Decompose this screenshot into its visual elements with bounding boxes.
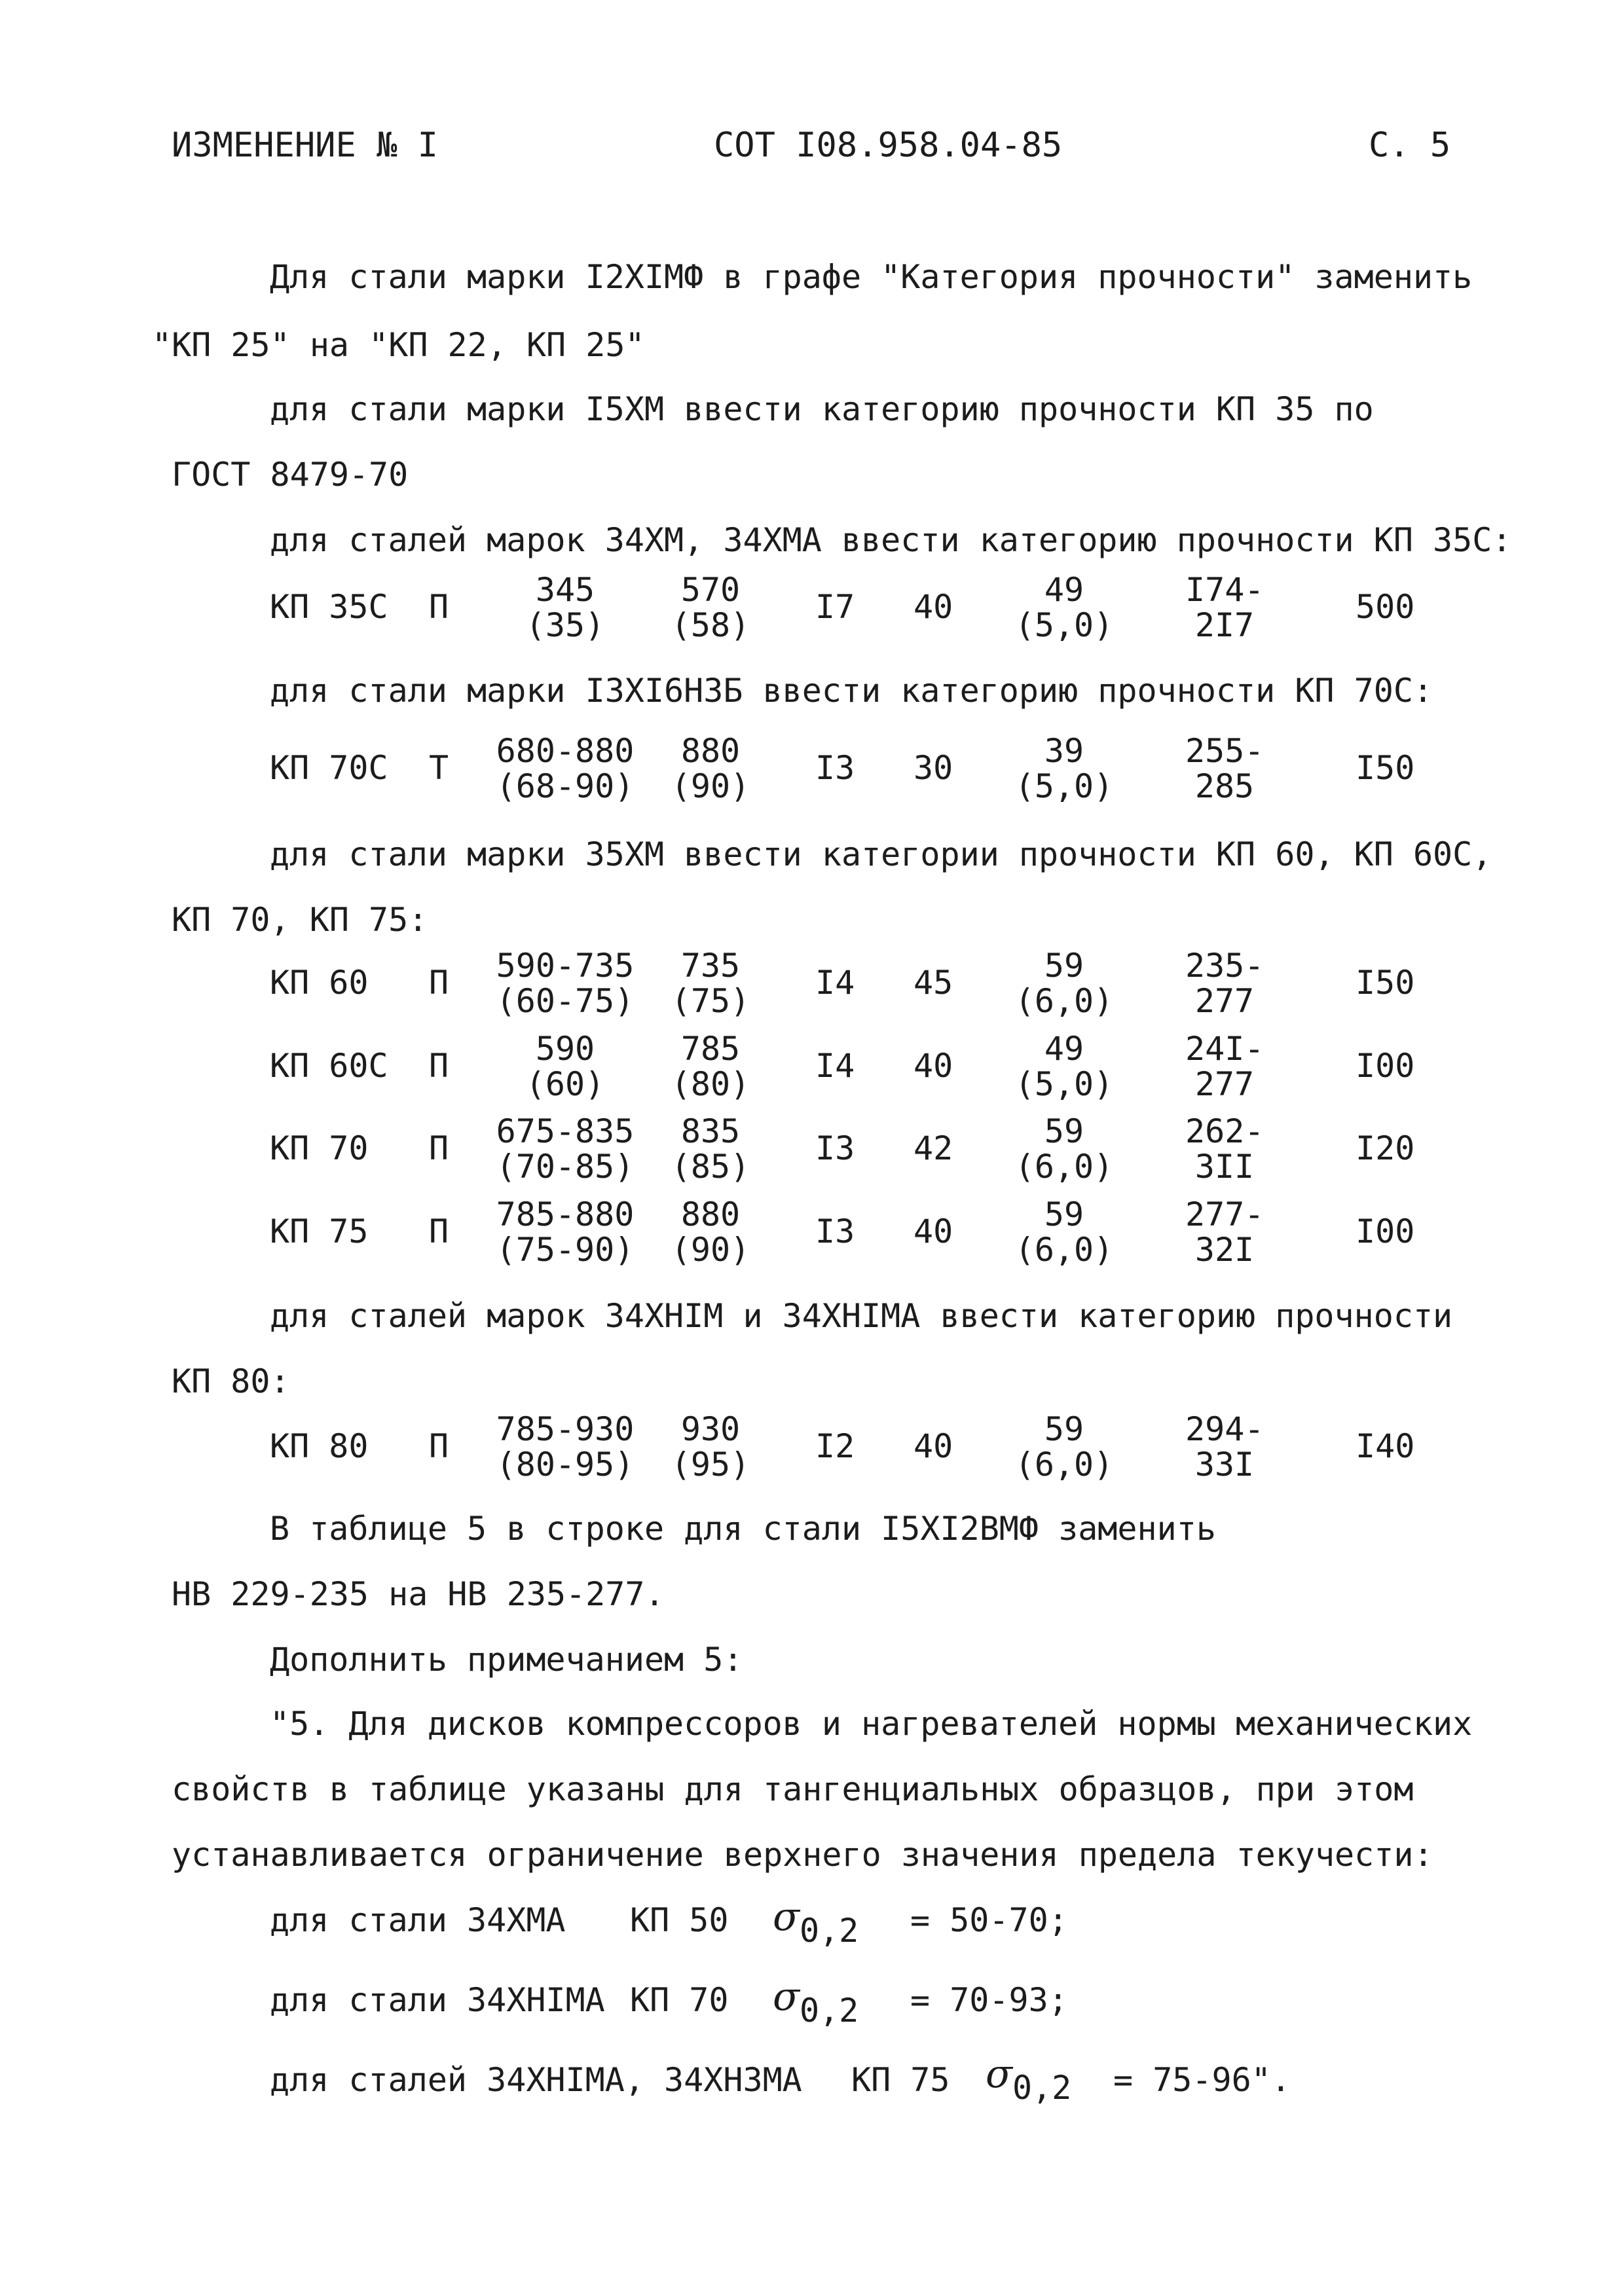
- yield-strength-secondary: (35): [525, 606, 605, 644]
- limit-line: [270, 1901, 566, 1939]
- impact-toughness-value: 59: [1044, 947, 1084, 985]
- limit-sigma: [986, 2051, 1072, 2107]
- strength-category: КП 80: [270, 1427, 369, 1465]
- yield-strength-secondary: (70-85): [496, 1148, 635, 1186]
- impact-toughness-value: 59: [1044, 1410, 1084, 1448]
- elongation: I7: [815, 588, 855, 626]
- test-direction: П: [429, 964, 449, 1002]
- reduction-of-area: 45: [913, 964, 953, 1002]
- reduction-of-area: 42: [913, 1129, 953, 1167]
- strength-category: КП 60С: [270, 1047, 388, 1085]
- limit-value: = 70-93;: [910, 1981, 1068, 2019]
- impact-toughness-value: 59: [1044, 1195, 1084, 1233]
- test-direction: П: [429, 1212, 449, 1250]
- test-direction: П: [429, 1047, 449, 1085]
- hardness: [1185, 1410, 1264, 1484]
- impact-toughness-secondary: (5,0): [1014, 767, 1114, 805]
- impact-toughness-secondary: (5,0): [1014, 1065, 1114, 1103]
- yield-strength-secondary: (60-75): [496, 982, 635, 1020]
- reduction-of-area: 40: [913, 1427, 953, 1465]
- hardness: [1185, 947, 1264, 1020]
- yield-strength-value: 785-930: [496, 1410, 635, 1448]
- yield-strength: [490, 1112, 640, 1186]
- paragraph-line: В таблице 5 в строке для стали I5XI2BMФ заменить: [270, 1510, 1216, 1548]
- impact-toughness: [1008, 732, 1120, 805]
- hardness-value: 277-: [1185, 1195, 1264, 1233]
- impact-toughness-secondary: (5,0): [1014, 606, 1114, 644]
- strength-category: КП 35С: [270, 588, 388, 626]
- paragraph-line: для стали марки I3XI6H3Б ввести категорию прочности КП 70С:: [270, 672, 1433, 710]
- test-direction: П: [429, 1129, 449, 1167]
- strength-category: КП 70С: [270, 749, 388, 787]
- elongation: I3: [815, 1212, 855, 1250]
- max-diameter: I00: [1356, 1047, 1415, 1085]
- limit-category: КП 50: [630, 1901, 729, 1939]
- hardness-value: 255-: [1185, 732, 1264, 770]
- paragraph-line: "КП 25" на "КП 22, КП 25": [152, 326, 645, 364]
- elongation: I4: [815, 1047, 855, 1085]
- sigma-subscript: 0,2: [799, 1912, 859, 1950]
- yield-strength: [490, 1410, 640, 1484]
- yield-strength-secondary: (75-90): [496, 1231, 635, 1269]
- max-diameter: I00: [1356, 1212, 1415, 1250]
- impact-toughness-value: 59: [1044, 1112, 1084, 1150]
- hardness: [1185, 1032, 1264, 1101]
- tensile-strength: [668, 571, 753, 644]
- impact-toughness: [1008, 947, 1120, 1020]
- tensile-strength: [668, 1410, 753, 1484]
- impact-toughness-secondary: (6,0): [1014, 1148, 1114, 1186]
- paragraph-line: для стали марки 35XM ввести категории прочности КП 60, КП 60С,: [270, 835, 1492, 873]
- yield-strength: [490, 732, 640, 805]
- tensile-strength: [668, 732, 753, 805]
- max-diameter: I20: [1356, 1129, 1415, 1167]
- yield-strength-secondary: (60): [525, 1065, 605, 1103]
- elongation: I4: [815, 964, 855, 1002]
- impact-toughness: [1008, 1112, 1120, 1186]
- sigma-symbol: σ: [773, 1894, 800, 1940]
- limit-category: КП 75: [851, 2061, 950, 2099]
- hardness-secondary: 277: [1194, 982, 1255, 1020]
- tensile-strength-value: 570: [680, 571, 741, 609]
- paragraph-line: "5. Для дисков компрессоров и нагревателей нормы механических: [270, 1705, 1473, 1743]
- sigma-subscript: 0,2: [799, 1992, 859, 2030]
- tensile-strength: [668, 1032, 753, 1101]
- limit-steel: для сталей 34XHIMA, 34XH3MA: [270, 2061, 802, 2099]
- hardness-value: 294-: [1185, 1410, 1264, 1448]
- tensile-strength: [668, 1195, 753, 1269]
- yield-strength-secondary: (68-90): [496, 767, 635, 805]
- reduction-of-area: 40: [913, 1212, 953, 1250]
- max-diameter: 500: [1356, 588, 1415, 626]
- yield-strength-value: 590: [535, 1030, 595, 1068]
- hardness: [1185, 732, 1264, 805]
- tensile-strength-secondary: (90): [671, 1231, 750, 1269]
- yield-strength-value: 675-835: [496, 1112, 635, 1150]
- paragraph-line: для сталей марок 34XHIM и 34XHIMA ввести категорию прочности: [270, 1297, 1453, 1335]
- page-number: С. 5: [1369, 126, 1451, 165]
- paragraph-line: устанавливается ограничение верхнего значения предела текучести:: [172, 1836, 1433, 1874]
- reduction-of-area: 30: [913, 749, 953, 787]
- impact-toughness: [1008, 1195, 1120, 1269]
- test-direction: П: [429, 1427, 449, 1465]
- max-diameter: I40: [1356, 1427, 1415, 1465]
- tensile-strength-secondary: (95): [671, 1446, 750, 1484]
- paragraph-line: Дополнить примечанием 5:: [270, 1641, 743, 1679]
- hardness-secondary: 277: [1194, 1065, 1255, 1103]
- tensile-strength-value: 880: [680, 1195, 741, 1233]
- hardness-secondary: 33I: [1194, 1446, 1255, 1484]
- limit-steel: для стали 34XMA: [270, 1901, 566, 1939]
- impact-toughness-value: 39: [1044, 732, 1084, 770]
- limit-value: = 50-70;: [910, 1901, 1068, 1939]
- tensile-strength: [668, 947, 753, 1020]
- tensile-strength-secondary: (75): [671, 982, 750, 1020]
- impact-toughness-secondary: (6,0): [1014, 1446, 1114, 1484]
- paragraph-line: свойств в таблице указаны для тангенциальных образцов, при этом: [172, 1770, 1414, 1808]
- elongation: I3: [815, 1129, 855, 1167]
- sigma-subscript: 0,2: [1012, 2069, 1072, 2107]
- yield-strength-value: 680-880: [496, 732, 635, 770]
- elongation: I2: [815, 1427, 855, 1465]
- paragraph-line: КП 70, КП 75:: [172, 901, 428, 939]
- hardness: [1185, 571, 1264, 644]
- document-code: СОТ I08.958.04-85: [714, 126, 1063, 165]
- limit-sigma: [773, 1894, 859, 1950]
- hardness-secondary: 2I7: [1194, 606, 1255, 644]
- tensile-strength-value: 785: [680, 1030, 741, 1068]
- reduction-of-area: 40: [913, 588, 953, 626]
- limit-line: [270, 1981, 605, 2019]
- sigma-symbol: σ: [986, 2051, 1012, 2097]
- tensile-strength-secondary: (85): [671, 1148, 750, 1186]
- reduction-of-area: 40: [913, 1047, 953, 1085]
- limit-line: [270, 2061, 802, 2099]
- tensile-strength-secondary: (80): [671, 1065, 750, 1103]
- yield-strength-value: 590-735: [496, 947, 635, 985]
- elongation: I3: [815, 749, 855, 787]
- paragraph-line: для сталей марок 34XM, 34XMA ввести категорию прочности КП 35С:: [270, 521, 1512, 559]
- paragraph-line: Для стали марки I2XIMФ в графе "Категория прочности" заменить: [270, 258, 1473, 296]
- impact-toughness-secondary: (6,0): [1014, 982, 1114, 1020]
- limit-value: = 75-96".: [1113, 2061, 1291, 2099]
- strength-category: КП 75: [270, 1212, 369, 1250]
- tensile-strength-secondary: (58): [671, 606, 750, 644]
- yield-strength: [490, 1032, 640, 1101]
- paragraph-line: ГОСТ 8479-70: [172, 456, 409, 494]
- yield-strength: [490, 947, 640, 1020]
- tensile-strength-value: 930: [680, 1410, 741, 1448]
- tensile-strength-value: 880: [680, 732, 741, 770]
- hardness: [1185, 1112, 1264, 1186]
- impact-toughness-secondary: (6,0): [1014, 1231, 1114, 1269]
- hardness-value: 235-: [1185, 947, 1264, 985]
- paragraph-line: КП 80:: [172, 1362, 290, 1400]
- limit-sigma: [773, 1974, 859, 2030]
- max-diameter: I50: [1356, 964, 1415, 1002]
- yield-strength-secondary: (80-95): [496, 1446, 635, 1484]
- yield-strength-value: 345: [535, 571, 595, 609]
- impact-toughness: [1008, 1032, 1120, 1101]
- test-direction: П: [429, 588, 449, 626]
- sigma-symbol: σ: [773, 1974, 800, 2020]
- paragraph-line: для стали марки I5XM ввести категорию прочности КП 35 по: [270, 390, 1374, 428]
- hardness-value: 24I-: [1185, 1030, 1264, 1068]
- yield-strength: [490, 571, 640, 644]
- hardness-secondary: 285: [1194, 767, 1255, 805]
- hardness: [1185, 1195, 1264, 1269]
- impact-toughness-value: 49: [1044, 1030, 1084, 1068]
- test-direction: Т: [429, 749, 449, 787]
- hardness-secondary: 32I: [1194, 1231, 1255, 1269]
- yield-strength: [490, 1195, 640, 1269]
- tensile-strength-value: 835: [680, 1112, 741, 1150]
- impact-toughness-value: 49: [1044, 571, 1084, 609]
- impact-toughness: [1008, 571, 1120, 644]
- change-number: ИЗМЕНЕНИЕ № I: [172, 126, 438, 165]
- limit-steel: для стали 34XHIMA: [270, 1981, 605, 2019]
- tensile-strength-value: 735: [680, 947, 741, 985]
- impact-toughness: [1008, 1410, 1120, 1484]
- tensile-strength: [668, 1112, 753, 1186]
- max-diameter: I50: [1356, 749, 1415, 787]
- limit-category: КП 70: [630, 1981, 729, 2019]
- hardness-secondary: 3II: [1194, 1148, 1255, 1186]
- hardness-value: 262-: [1185, 1112, 1264, 1150]
- strength-category: КП 70: [270, 1129, 369, 1167]
- yield-strength-value: 785-880: [496, 1195, 635, 1233]
- strength-category: КП 60: [270, 964, 369, 1002]
- tensile-strength-secondary: (90): [671, 767, 750, 805]
- hardness-value: I74-: [1185, 571, 1264, 609]
- paragraph-line: HB 229-235 на HB 235-277.: [172, 1575, 665, 1613]
